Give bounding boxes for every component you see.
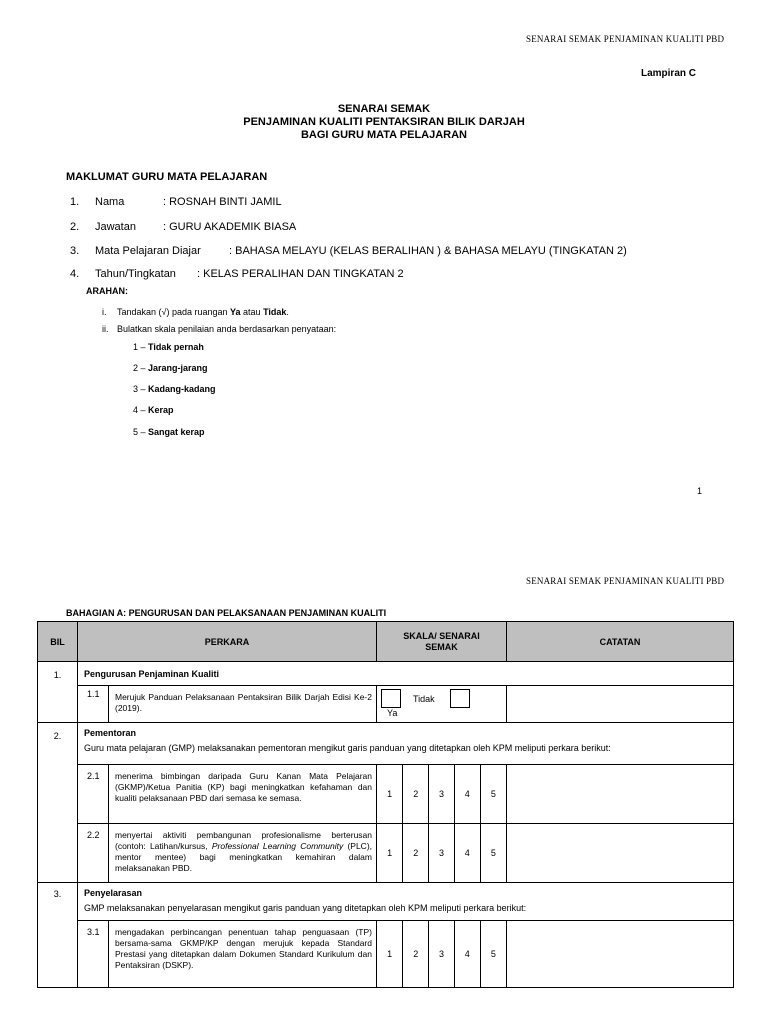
- title-line-3: BAGI GURU MATA PELAJARAN: [300, 129, 467, 141]
- section-intro: Guru mata pelajaran (GMP) melaksanakan pementoran mengikut garis panduan yang ditetapkan oleh KPM meliputi perkara berikut:: [84, 743, 611, 753]
- info-label: Tahun/Tingkatan: [95, 268, 176, 280]
- tidak-label: Tidak: [413, 694, 435, 704]
- scale-option-1[interactable]: 1: [377, 921, 403, 987]
- scale-item-1: [133, 342, 204, 352]
- arahan-text: .: [286, 307, 289, 317]
- col-header-bil: BIL: [38, 622, 78, 662]
- section-row-1: [38, 662, 734, 686]
- info-row-mata-pelajaran: [70, 245, 730, 259]
- title-line-1: SENARAI SEMAK: [337, 103, 431, 115]
- scale-item-2: [133, 363, 208, 373]
- info-num: 3.: [70, 245, 80, 257]
- scale-option-1[interactable]: 1: [377, 824, 403, 882]
- item-row-2-1: [38, 765, 734, 824]
- item-perkara-cell: [78, 921, 377, 988]
- section-title: Pengurusan Penjaminan Kualiti: [78, 662, 734, 686]
- scale-label: Kerap: [148, 405, 174, 415]
- scale-num: 1 –: [133, 342, 149, 352]
- info-value: : BAHASA MELAYU (KELAS BERALIHAN ) & BAHASA MELAYU (TINGKATAN 2): [229, 245, 627, 257]
- lampiran-label: Lampiran C: [640, 68, 696, 79]
- arahan-text: Tandakan (√) pada ruangan: [117, 307, 231, 317]
- item-row-1-1: [38, 686, 734, 723]
- scale-option-4[interactable]: 4: [454, 824, 480, 882]
- item-perkara-cell: [78, 765, 377, 824]
- scale-option-2[interactable]: 2: [403, 921, 429, 987]
- col-header-skala: SKALA/ SENARAI SEMAK: [377, 622, 507, 662]
- info-num: 1.: [70, 196, 80, 208]
- arahan-heading: ARAHAN:: [86, 286, 128, 296]
- item-text: Merujuk Panduan Pelaksanaan Pentaksiran Bilik Darjah Edisi Ke-2 (2019).: [115, 692, 372, 713]
- item-row-3-1: [38, 921, 734, 988]
- ya-checkbox[interactable]: [381, 689, 401, 708]
- arahan-num: ii.: [102, 324, 109, 334]
- section-row-2: [38, 723, 734, 765]
- arahan-item-1: [102, 307, 289, 317]
- arahan-text: atau: [240, 307, 264, 317]
- section-header-cell: [78, 883, 734, 921]
- page-number: 1: [697, 486, 703, 496]
- item-text: mengadakan perbincangan penentuan tahap penguasaan (TP) bersama-sama GKMP/KP dengan merujuk kepada Standard Prestasi yang ditetapkan dalam Dokumen Standard Kurikulum dan Pentaksiran (DSKP).: [115, 927, 372, 970]
- item-text: menerima bimbingan daripada Guru Kanan Mata Pelajaran (GKMP)/Ketua Panitia (KP) bagi meningkatkan kefahaman dan kualiti pelaksanaan PBD dari semasa ke semasa.: [115, 771, 372, 803]
- checklist-table: [37, 621, 734, 988]
- scale-option-5[interactable]: 5: [490, 949, 496, 959]
- scale-num: 3 –: [133, 384, 149, 394]
- catatan-cell[interactable]: [507, 686, 734, 723]
- scale-label: Tidak pernah: [148, 342, 204, 352]
- section-bil: 1.: [38, 662, 78, 723]
- section-row-3: [38, 883, 734, 921]
- page-header: SENARAI SEMAK PENJAMINAN KUALITI PBD: [526, 34, 725, 44]
- scale-label: Jarang-jarang: [148, 363, 208, 373]
- scale-item-3: [133, 384, 216, 394]
- item-text: [109, 824, 376, 882]
- info-value: : GURU AKADEMIK BIASA: [163, 221, 297, 233]
- scale-option-5[interactable]: 5: [490, 848, 496, 858]
- item-text-italic: Professional Learning Community: [211, 841, 344, 851]
- info-row-jawatan: [70, 221, 720, 235]
- info-label: Nama: [95, 196, 125, 208]
- scale-option-3[interactable]: 3: [429, 921, 455, 987]
- scale-cell: [377, 921, 507, 988]
- scale-cell: [377, 824, 507, 883]
- item-text-part: (PLC), mentor mentee) bagi meningkatkan kemahiran dalam melaksanakan PBD.: [115, 841, 373, 873]
- info-label: Jawatan: [95, 221, 136, 233]
- item-text-part: menyertai aktiviti pembangunan profesionalisme berterusan (contoh: Latihan/kursus,: [115, 830, 372, 851]
- scale-label: Kadang-kadang: [148, 384, 216, 394]
- item-num: 2.1: [78, 765, 109, 823]
- item-num: 3.1: [78, 921, 109, 987]
- document-title: [0, 103, 768, 142]
- ya-label: Ya: [387, 708, 398, 718]
- arahan-ya: Ya: [230, 307, 241, 317]
- catatan-cell[interactable]: [507, 824, 734, 883]
- title-line-2: PENJAMINAN KUALITI PENTAKSIRAN BILIK DARJAH: [243, 116, 525, 128]
- arahan-num: i.: [102, 307, 107, 317]
- scale-item-4: [133, 405, 174, 415]
- scale-num: 5 –: [133, 427, 149, 437]
- catatan-cell[interactable]: [507, 921, 734, 988]
- scale-option-4[interactable]: 4: [454, 765, 480, 823]
- section-heading: MAKLUMAT GURU MATA PELAJARAN: [66, 171, 268, 183]
- info-row-nama: [70, 196, 720, 210]
- section-intro: GMP melaksanakan penyelarasan mengikut garis panduan yang ditetapkan oleh KPM meliputi perkara berikut:: [84, 903, 527, 913]
- scale-item-5: [133, 427, 205, 437]
- section-bil: 2.: [38, 723, 78, 883]
- section-title: Penyelarasan: [84, 888, 143, 898]
- info-row-tahun: [70, 268, 720, 282]
- scale-option-2[interactable]: 2: [403, 765, 429, 823]
- section-title: Pementoran: [84, 728, 137, 738]
- section-bil: 3.: [38, 883, 78, 988]
- item-num: 1.1: [78, 686, 109, 722]
- scale-num: 2 –: [133, 363, 149, 373]
- arahan-item-2: [102, 324, 336, 334]
- scale-option-3[interactable]: 3: [429, 765, 455, 823]
- arahan-tidak: Tidak: [263, 307, 287, 317]
- col-header-catatan: CATATAN: [507, 622, 734, 662]
- col-header-perkara: PERKARA: [78, 622, 377, 662]
- page-header: SENARAI SEMAK PENJAMINAN KUALITI PBD: [526, 576, 725, 586]
- tidak-checkbox[interactable]: [450, 689, 470, 708]
- item-row-2-2: [38, 824, 734, 883]
- info-label: Mata Pelajaran Diajar: [95, 245, 201, 257]
- section-header-cell: [78, 723, 734, 765]
- ya-tidak-cell: [377, 686, 507, 723]
- scale-num: 4 –: [133, 405, 149, 415]
- catatan-cell[interactable]: [507, 765, 734, 824]
- item-num: 2.2: [78, 824, 109, 882]
- info-value: : KELAS PERALIHAN DAN TINGKATAN 2: [197, 268, 404, 280]
- scale-option-2[interactable]: 2: [403, 824, 429, 882]
- scale-option-5[interactable]: 5: [490, 789, 496, 799]
- scale-option-1[interactable]: 1: [377, 765, 403, 823]
- info-num: 2.: [70, 221, 80, 233]
- info-value: : ROSNAH BINTI JAMIL: [163, 196, 282, 208]
- scale-option-4[interactable]: 4: [454, 921, 480, 987]
- table-header-row: [38, 622, 734, 662]
- arahan-text: Bulatkan skala penilaian anda berdasarkan penyataan:: [117, 324, 337, 334]
- item-perkara-cell: [78, 824, 377, 883]
- scale-label: Sangat kerap: [148, 427, 205, 437]
- item-perkara-cell: [78, 686, 377, 723]
- scale-cell: [377, 765, 507, 824]
- info-num: 4.: [70, 268, 80, 280]
- scale-option-3[interactable]: 3: [429, 824, 455, 882]
- bahagian-title: BAHAGIAN A: PENGURUSAN DAN PELAKSANAAN PENJAMINAN KUALITI: [66, 608, 387, 618]
